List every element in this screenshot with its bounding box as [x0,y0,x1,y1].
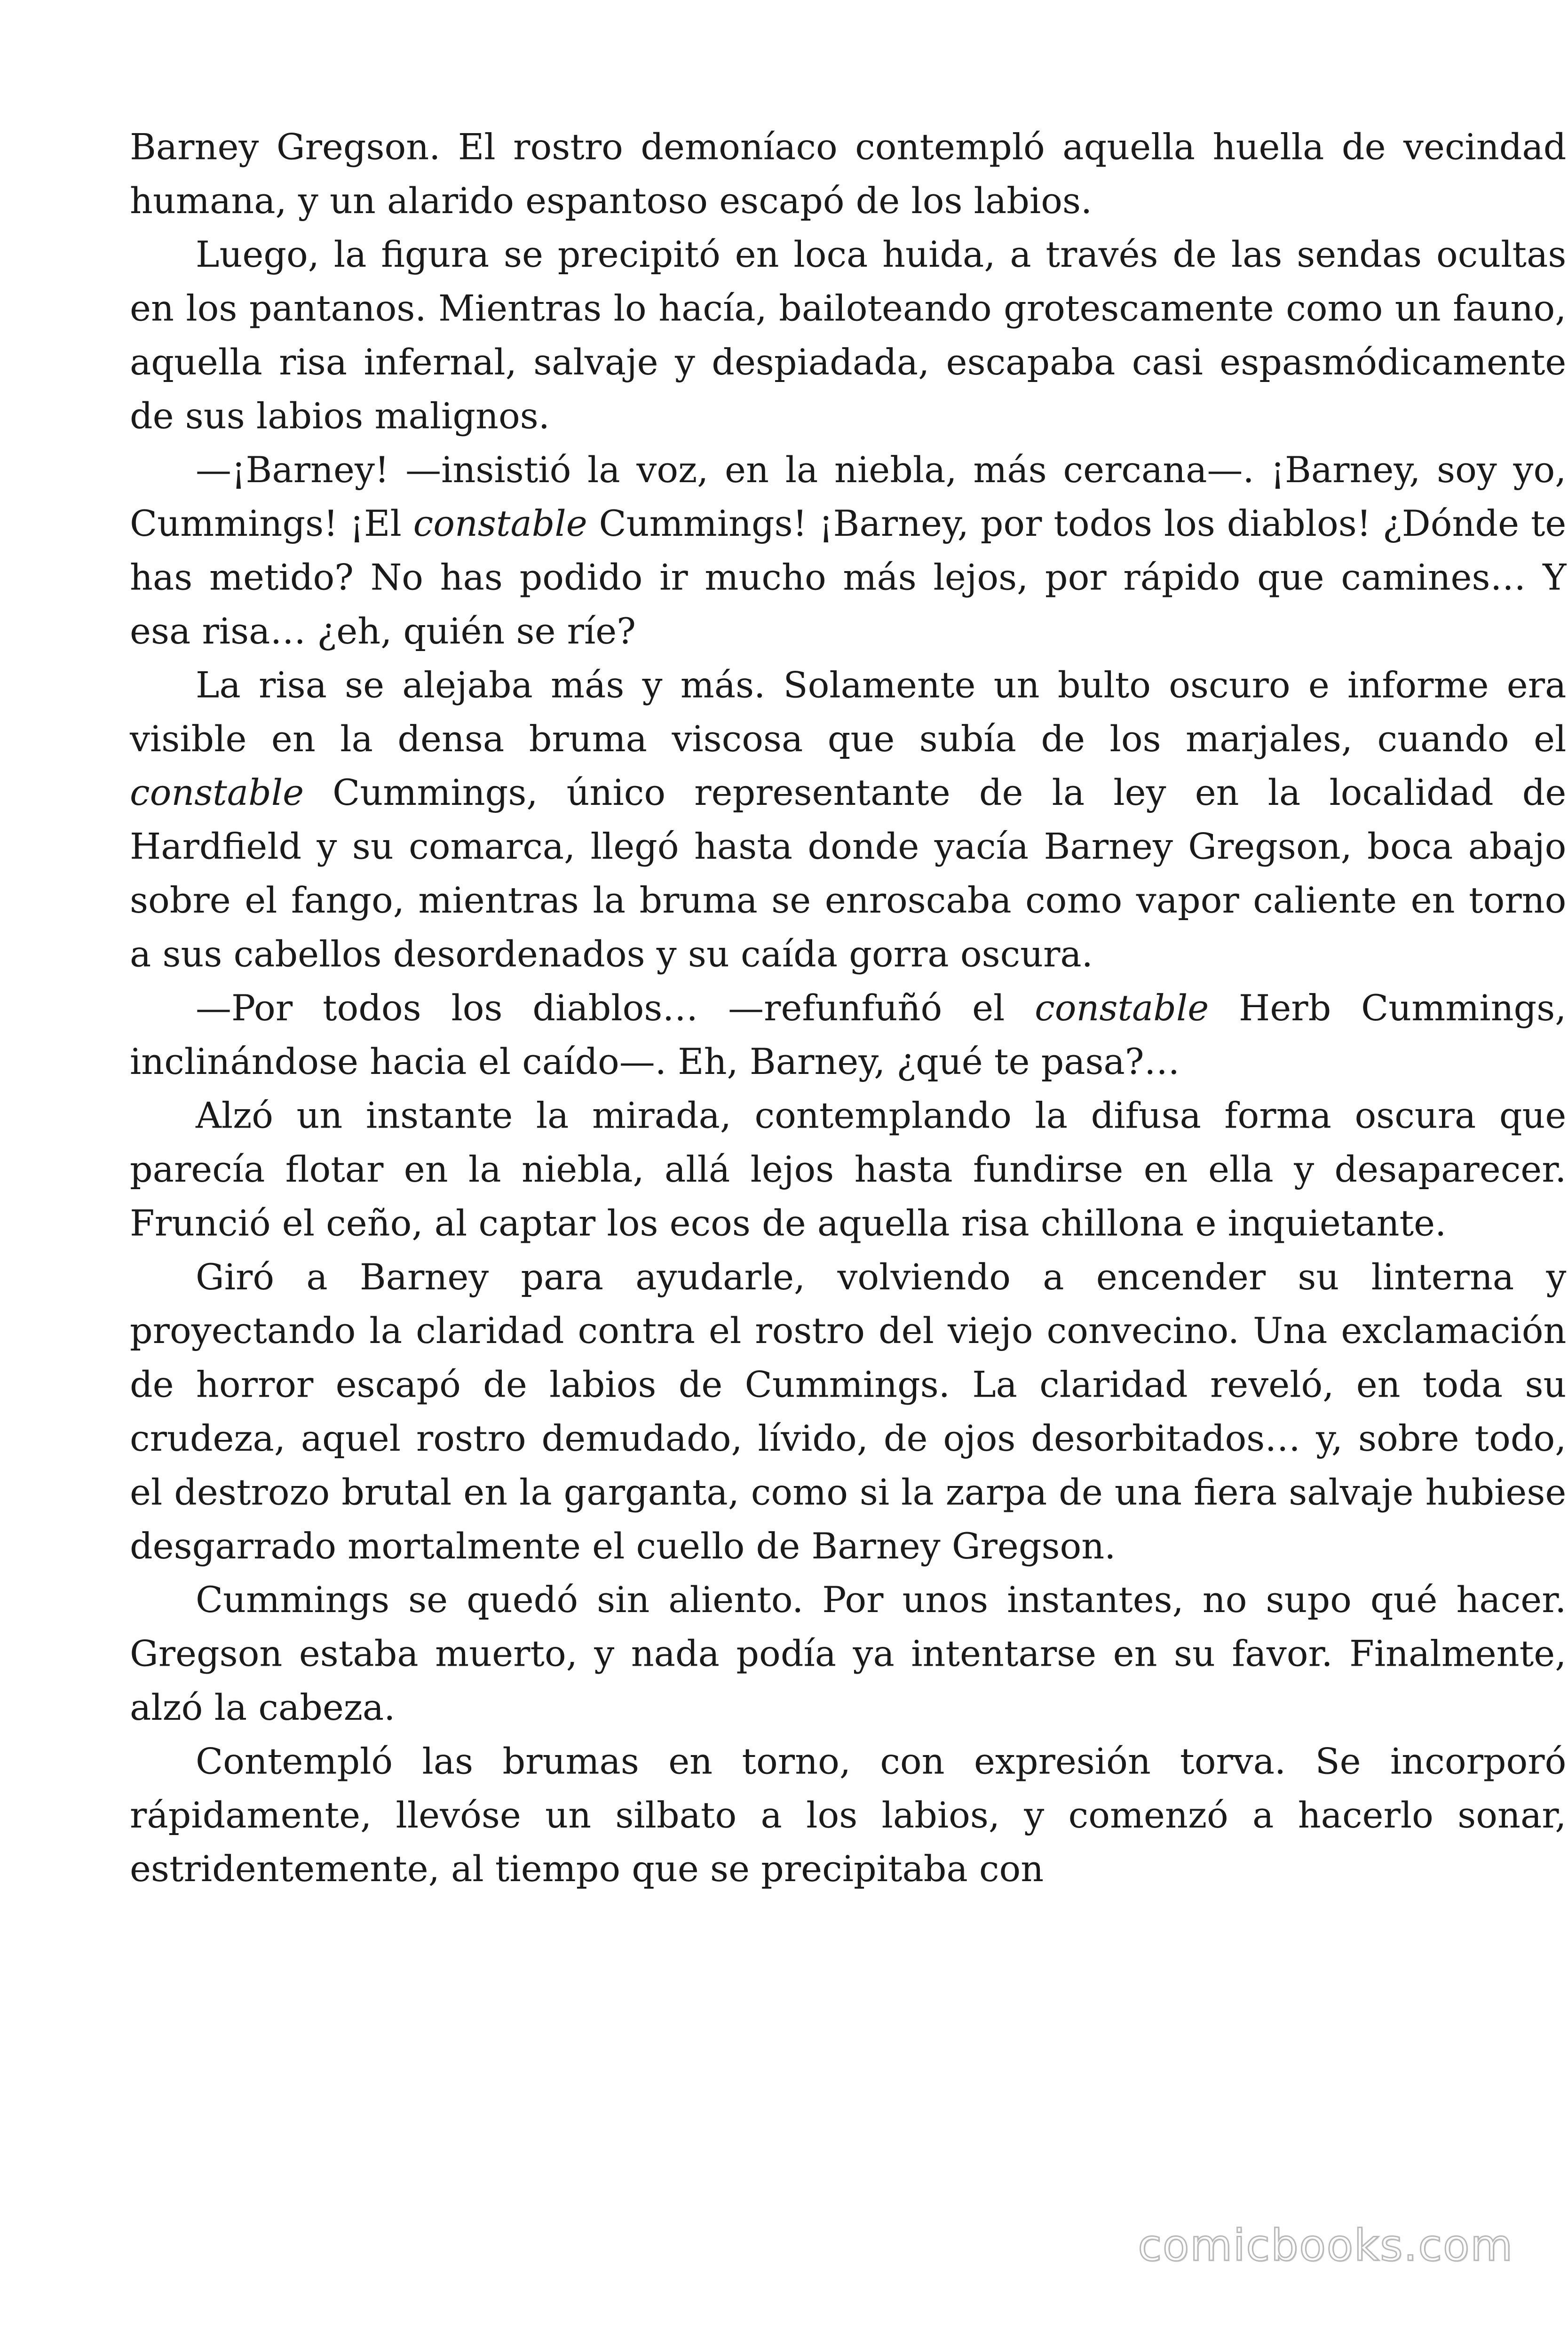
watermark: comicbooks.com [1138,2220,1513,2271]
text-run: La risa se alejaba más y más. Solamente un bulto oscuro e informe era visible en la densa bruma viscosa que subía de los marjales, cuando el [130,664,1567,760]
italic-term: constable [1035,987,1209,1029]
italic-term: constable [413,503,587,545]
paragraph [130,1573,1566,1735]
paragraph [130,1735,1566,1896]
text-run: —Por todos los diablos… —refunfuñó el [196,987,1035,1029]
text-run: Giró a Barney para ayudarle, volviendo a encender su linterna y proyectando la claridad contra el rostro del viejo convecino. Una exclamación de horror escapó de labios de Cummings. La claridad reveló, en toda su crudeza, aquel rostro demudado, lívido, de ojos desorbitados… y, sobre todo, el destrozo brutal en la garganta, como si la zarpa de una fiera salvaje hubiese desgarrado mortalmente el cuello de Barney Gregson. [130,1256,1567,1567]
body-text [130,120,1566,1896]
text-run: Cummings se quedó sin aliento. Por unos instantes, no supo qué hacer. Gregson estaba muerto, y nada podía ya intentarse en su favor. Finalmente, alzó la cabeza. [130,1579,1567,1729]
text-run: Alzó un instante la mirada, contemplando la difusa forma oscura que parecía flotar en la niebla, allá lejos hasta fundirse en ella y desaparecer. Frunció el ceño, al captar los ecos de aquella risa chillona e inquietante. [130,1095,1567,1244]
text-run: Cummings! ¡Barney, por todos los diablos! ¿Dónde te has metido? No has podido ir mucho más lejos, por rápido que camines… Y esa risa… ¿eh, quién se ríe? [130,503,1567,652]
paragraph [130,443,1566,659]
paragraph [130,228,1566,444]
paragraph [130,1250,1566,1573]
paragraph [130,659,1566,981]
text-run: Luego, la figura se precipitó en loca huida, a través de las sendas ocultas en los pantanos. Mientras lo hacía, bailoteando grotescamente como un fauno, aquella risa infernal, salvaje y despiadada, escapaba casi espasmódicamente de sus labios malignos. [130,234,1567,437]
text-run: Herb Cummings, inclinándose hacia el caído—. Eh, Barney, ¿qué te pasa?… [130,987,1567,1083]
paragraph [130,1089,1566,1250]
italic-term: constable [130,772,304,814]
paragraph [130,120,1566,228]
text-run: Cummings, único representante de la ley en la localidad de Hardfield y su comarca, llegó hasta donde yacía Barney Gregson, boca abajo sobre el fango, mientras la bruma se enroscaba como vapor caliente en torno a sus cabellos desordenados y su caída gorra oscura. [130,772,1567,975]
text-run: Contempló las brumas en torno, con expresión torva. Se incorporó rápidamente, llevóse un silbato a los labios, y comenzó a hacerlo sonar, estridentemente, al tiempo que se precipitaba con [130,1740,1567,1890]
paragraph [130,981,1566,1089]
text-run: Barney Gregson. El rostro demoníaco contempló aquella huella de vecindad humana, y un alarido espantoso escapó de los labios. [130,126,1567,222]
text-run: —¡Barney! —insistió la voz, en la niebla, más cercana—. ¡Barney, soy yo, Cummings! ¡El [130,449,1567,545]
